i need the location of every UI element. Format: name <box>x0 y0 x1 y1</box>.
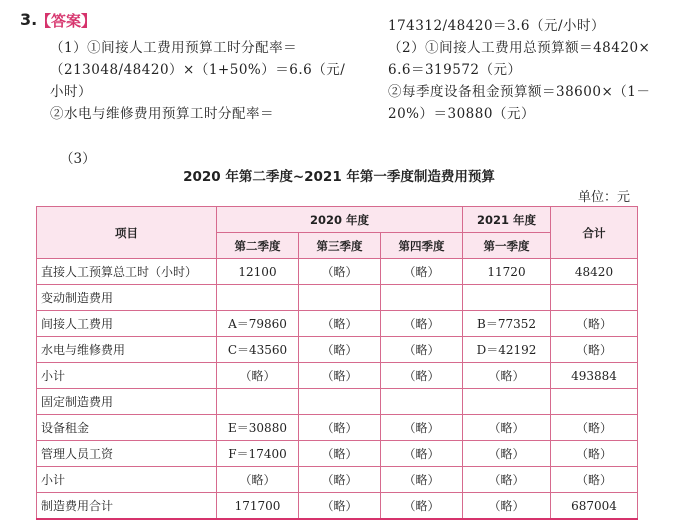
value-cell: （略） <box>381 259 463 285</box>
row-label-cell: 设备租金 <box>37 415 217 441</box>
left-line-1: （1）①间接人工费用预算工时分配率＝ <box>50 40 298 56</box>
table-row <box>37 311 638 337</box>
value-cell: 687004 <box>551 493 638 520</box>
value-cell: 171700 <box>217 493 299 520</box>
value-cell: （略） <box>551 467 638 493</box>
table-row <box>37 441 638 467</box>
left-line-3: 小时） <box>50 84 92 100</box>
row-label-cell: 固定制造费用 <box>37 389 217 415</box>
value-cell <box>381 285 463 311</box>
header-q4: 第四季度 <box>381 233 463 259</box>
value-cell: （略） <box>381 415 463 441</box>
left-line-4: ②水电与维修费用预算工时分配率＝ <box>50 106 274 122</box>
value-cell: （略） <box>551 337 638 363</box>
table-title: 2020 年第二季度~2021 年第一季度制造费用预算 <box>183 169 495 185</box>
row-label-cell: 直接人工预算总工时（小时） <box>37 259 217 285</box>
value-cell: 493884 <box>551 363 638 389</box>
value-cell: B＝77352 <box>463 311 551 337</box>
question-number: 3. <box>20 10 38 29</box>
value-cell: （略） <box>463 493 551 520</box>
value-cell: C＝43560 <box>217 337 299 363</box>
right-line-2: （2）①间接人工费用总预算额＝48420× <box>388 40 651 56</box>
header-q3: 第三季度 <box>299 233 381 259</box>
value-cell: （略） <box>299 467 381 493</box>
value-cell: （略） <box>381 493 463 520</box>
value-cell: （略） <box>381 311 463 337</box>
value-cell: （略） <box>381 441 463 467</box>
value-cell: （略） <box>299 363 381 389</box>
value-cell: （略） <box>551 415 638 441</box>
header-item: 项目 <box>37 207 217 259</box>
value-cell: 11720 <box>463 259 551 285</box>
value-cell: A＝79860 <box>217 311 299 337</box>
right-line-4: ②每季度设备租金预算额＝38600×（1－ <box>388 84 651 100</box>
value-cell: （略） <box>299 337 381 363</box>
table-row <box>37 389 638 415</box>
right-line-3: 6.6＝319572（元） <box>388 62 522 78</box>
value-cell: 12100 <box>217 259 299 285</box>
value-cell: （略） <box>299 415 381 441</box>
value-cell <box>463 285 551 311</box>
value-cell: （略） <box>463 363 551 389</box>
value-cell: （略） <box>463 467 551 493</box>
value-cell: 48420 <box>551 259 638 285</box>
budget-table-body <box>37 259 638 520</box>
header-total: 合计 <box>551 207 638 259</box>
row-label-cell: 小计 <box>37 363 217 389</box>
header-q2: 第二季度 <box>217 233 299 259</box>
right-line-1: 174312/48420＝3.6（元/小时） <box>388 18 606 34</box>
right-line-5: 20%）＝30880（元） <box>388 106 535 122</box>
value-cell <box>217 285 299 311</box>
row-label-cell: 管理人员工资 <box>37 441 217 467</box>
value-cell: （略） <box>463 415 551 441</box>
row-label-cell: 小计 <box>37 467 217 493</box>
value-cell <box>551 285 638 311</box>
value-cell: （略） <box>381 337 463 363</box>
value-cell: D＝42192 <box>463 337 551 363</box>
answer-tag: 【答案】 <box>36 12 97 30</box>
value-cell <box>299 389 381 415</box>
table-row <box>37 259 638 285</box>
value-cell: （略） <box>551 441 638 467</box>
row-label-cell: 制造费用合计 <box>37 493 217 520</box>
value-cell: （略） <box>381 363 463 389</box>
value-cell <box>381 389 463 415</box>
row-label-cell: 水电与维修费用 <box>37 337 217 363</box>
value-cell <box>463 389 551 415</box>
value-cell: （略） <box>463 441 551 467</box>
row-label-cell: 间接人工费用 <box>37 311 217 337</box>
unit-label: 单位：元 <box>577 190 630 205</box>
value-cell: （略） <box>217 467 299 493</box>
header-year-2021: 2021 年度 <box>463 207 551 233</box>
value-cell <box>551 389 638 415</box>
row-label-cell: 变动制造费用 <box>37 285 217 311</box>
value-cell <box>217 389 299 415</box>
header-year-2020: 2020 年度 <box>217 207 463 233</box>
left-line-2: （213048/48420）×（1+50%）＝6.6（元/ <box>50 62 346 78</box>
value-cell: （略） <box>299 259 381 285</box>
value-cell <box>299 285 381 311</box>
value-cell: （略） <box>217 363 299 389</box>
value-cell: E＝30880 <box>217 415 299 441</box>
part3-label: （3） <box>60 151 96 167</box>
value-cell: （略） <box>299 311 381 337</box>
table-row <box>37 363 638 389</box>
header-q1: 第一季度 <box>463 233 551 259</box>
value-cell: （略） <box>381 467 463 493</box>
table-row <box>37 337 638 363</box>
table-row <box>37 493 638 520</box>
value-cell: （略） <box>551 311 638 337</box>
value-cell: F＝17400 <box>217 441 299 467</box>
budget-table <box>36 206 638 520</box>
value-cell: （略） <box>299 493 381 520</box>
value-cell: （略） <box>299 441 381 467</box>
table-row <box>37 285 638 311</box>
table-row <box>37 415 638 441</box>
table-row <box>37 467 638 493</box>
